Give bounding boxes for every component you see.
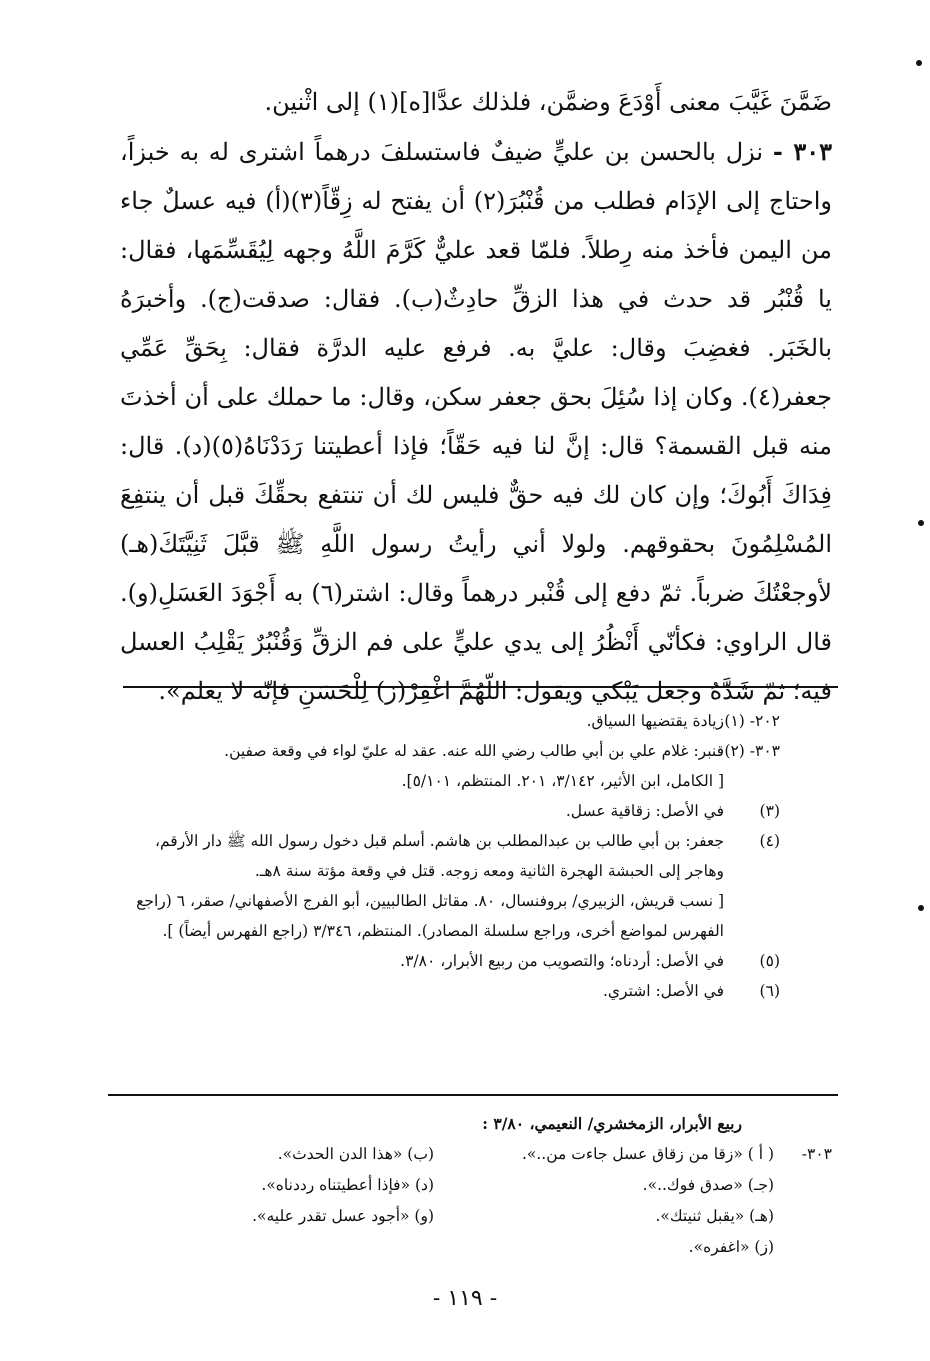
footnote bbox=[120, 946, 780, 976]
variant-reading: ( أ ) «زقا من زقاق عسل جاءت من..». bbox=[521, 1145, 774, 1163]
variant-reading: (و) «أجود عسل تقدر عليه». bbox=[252, 1207, 434, 1225]
entry-303 bbox=[120, 127, 832, 716]
variants-divider bbox=[108, 1094, 838, 1096]
variant-row bbox=[112, 1170, 832, 1201]
footnote bbox=[120, 736, 780, 796]
variant-row bbox=[112, 1232, 832, 1263]
variant-row bbox=[112, 1201, 832, 1232]
footnote bbox=[120, 976, 780, 1006]
variant-readings bbox=[112, 1108, 832, 1263]
page-number: - ١١٩ - bbox=[432, 1286, 498, 1311]
variant-reading bbox=[94, 1232, 434, 1263]
footnote-text: في الأصل: اشتري. bbox=[602, 982, 724, 1000]
entry-202-continuation: ضَمَّنَ غَيَّبَ معنى أَوْدَعَ وضمَّن، فلذلك عدَّا[ه](١) إلى اثْنين. bbox=[264, 88, 832, 116]
main-text bbox=[120, 78, 832, 716]
footnote-text: زيادة يقتضيها السياق. bbox=[586, 712, 724, 730]
footnote-text: جعفر: بن أبي طالب بن عبدالمطلب بن هاشم. أسلم قبل دخول رسول الله ﷺ دار الأرقم، وهاجر إلى الحبشة الهجرة الثانية ومعه زوجه. قتل في وقعة مؤتة سنة ٨هـ. bbox=[154, 832, 724, 880]
footnote-text: في الأصل: زقاقية عسل. bbox=[565, 802, 724, 820]
variants-entry-number: ٣٠٣- bbox=[801, 1145, 832, 1163]
variants-source: ربيع الأبرار، الزمخشري/ النعيمي، ٣/٨٠ : bbox=[482, 1114, 742, 1133]
variant-reading: (د) «فإذا أعطيتناه رددناه». bbox=[261, 1176, 434, 1194]
footnote-text: في الأصل: أردناه؛ والتصويب من ربيع الأبرار، ٣/٨٠. bbox=[400, 952, 724, 970]
entry-number: ٣٠٣ - bbox=[772, 137, 832, 166]
entry-text: نزل بالحسن بن عليٍّ ضيفٌ فاستسلفَ درهماً اشترى له به خبزاً، واحتاج إلى الإدَام فطلب من قُنْبُرَ(٢) أن يفتح له زِقّاً(٣)(أ) فيه عسلٌ جاء من اليمن فأخذ منه رِطلاً. فلمّا قعد عليٌّ كَرَّمَ اللَّهُ وجهه لِيُقَسِّمَها، فقال: يا قُنْبُر قد حدث في هذا الزقِّ حادِثٌ(ب). فقال: صدقت(ج). وأخبرَهُ بالخَبَر. فغضِبَ وقال: عليَّ به. فرفع عليه الدرَّة فقال: بِحَقِّ عَمِّي جعفر(٤). وكان إذا سُئِلَ بحق جعفر سكن، وقال: ما حملك على أن أخذتَ منه قبل القسمة؟ قال: إنَّ لنا فيه حَقّاً؛ فإذا أعطيتنا رَدَدْنَاهُ(٥)(د). قال: فِدَاكَ أَبُوكَ؛ وإن كان لك فيه حقٌّ فليس لك أن تنتفع بحقِّكَ قبل أن ينتفِعَ المُسْلِمُونَ بحقوقهم. ولولا أني رأيتُ رسول اللَّهِ ﷺ قبَّلَ ثَنِيَّتَكَ(هـ) لأوجعْتُكَ ضرباً. ثمّ دفع إلى قُنْبر درهماً وقال: اشتر(٦) به أَجْوَدَ العَسَلِ(و). قال الراوي: فكأنّي أَنْظُرُ إلى يدي عليٍّ على فم الزقِّ وَقُنْبُرٌ يَقْلِبُ العسل فيه؛ ثمّ شَدَّهُ وجعل يَبْكي ويقول: اللّهُمَّ اغْفِرْ(ز) لِلْحَسَنِ فإنّه لا يعلم». bbox=[120, 138, 833, 705]
footnote-divider bbox=[123, 686, 838, 688]
footnote-ref: (٥) bbox=[759, 952, 780, 970]
footnote-ref: (٤) bbox=[759, 832, 780, 850]
footnote-ref: (٣) bbox=[759, 802, 780, 820]
variant-reading: (ب) «هذا الدن الحدث». bbox=[277, 1145, 434, 1163]
footnote-ref: (٦) bbox=[759, 982, 780, 1000]
footnote bbox=[120, 796, 780, 826]
scan-speck bbox=[918, 520, 924, 526]
footnote bbox=[120, 826, 780, 946]
scan-speck bbox=[916, 60, 922, 66]
footnotes bbox=[120, 706, 780, 1006]
variant-reading: (جـ) «صدق فوك..». bbox=[642, 1176, 774, 1194]
variant-reading: (هـ) «يقبل ثنيتك». bbox=[655, 1207, 774, 1225]
footnote-citation: [ الكامل، ابن الأثير، ٣/١٤٢، ٢٠١. المنتظم، ٥/١٠١]. bbox=[401, 772, 724, 790]
footnote-ref: ٢٠٢- (١) bbox=[724, 712, 780, 730]
footnote-text: قنبر: غلام علي بن أبي طالب رضي الله عنه. عقد له عليّ لواء في وقعة صفين. bbox=[224, 742, 724, 760]
footnote bbox=[120, 706, 780, 736]
footnote-ref: ٣٠٣- (٢) bbox=[724, 742, 780, 760]
variant-reading: (ز) «اغفره». bbox=[688, 1238, 774, 1256]
footnote-citation: [ نسب قريش، الزبيري/ بروفنسال، ٨٠. مقاتل الطالبيين، أبو الفرج الأصفهاني/ صقر، ٦ (راجع الفهرس لمواضع أخرى، وراجع سلسلة المصادر). المنتظم، ٣/٣٤٦ (راجع الفهرس أيضاً) ]. bbox=[136, 892, 724, 940]
variant-row bbox=[112, 1139, 832, 1170]
scan-speck bbox=[918, 905, 924, 911]
